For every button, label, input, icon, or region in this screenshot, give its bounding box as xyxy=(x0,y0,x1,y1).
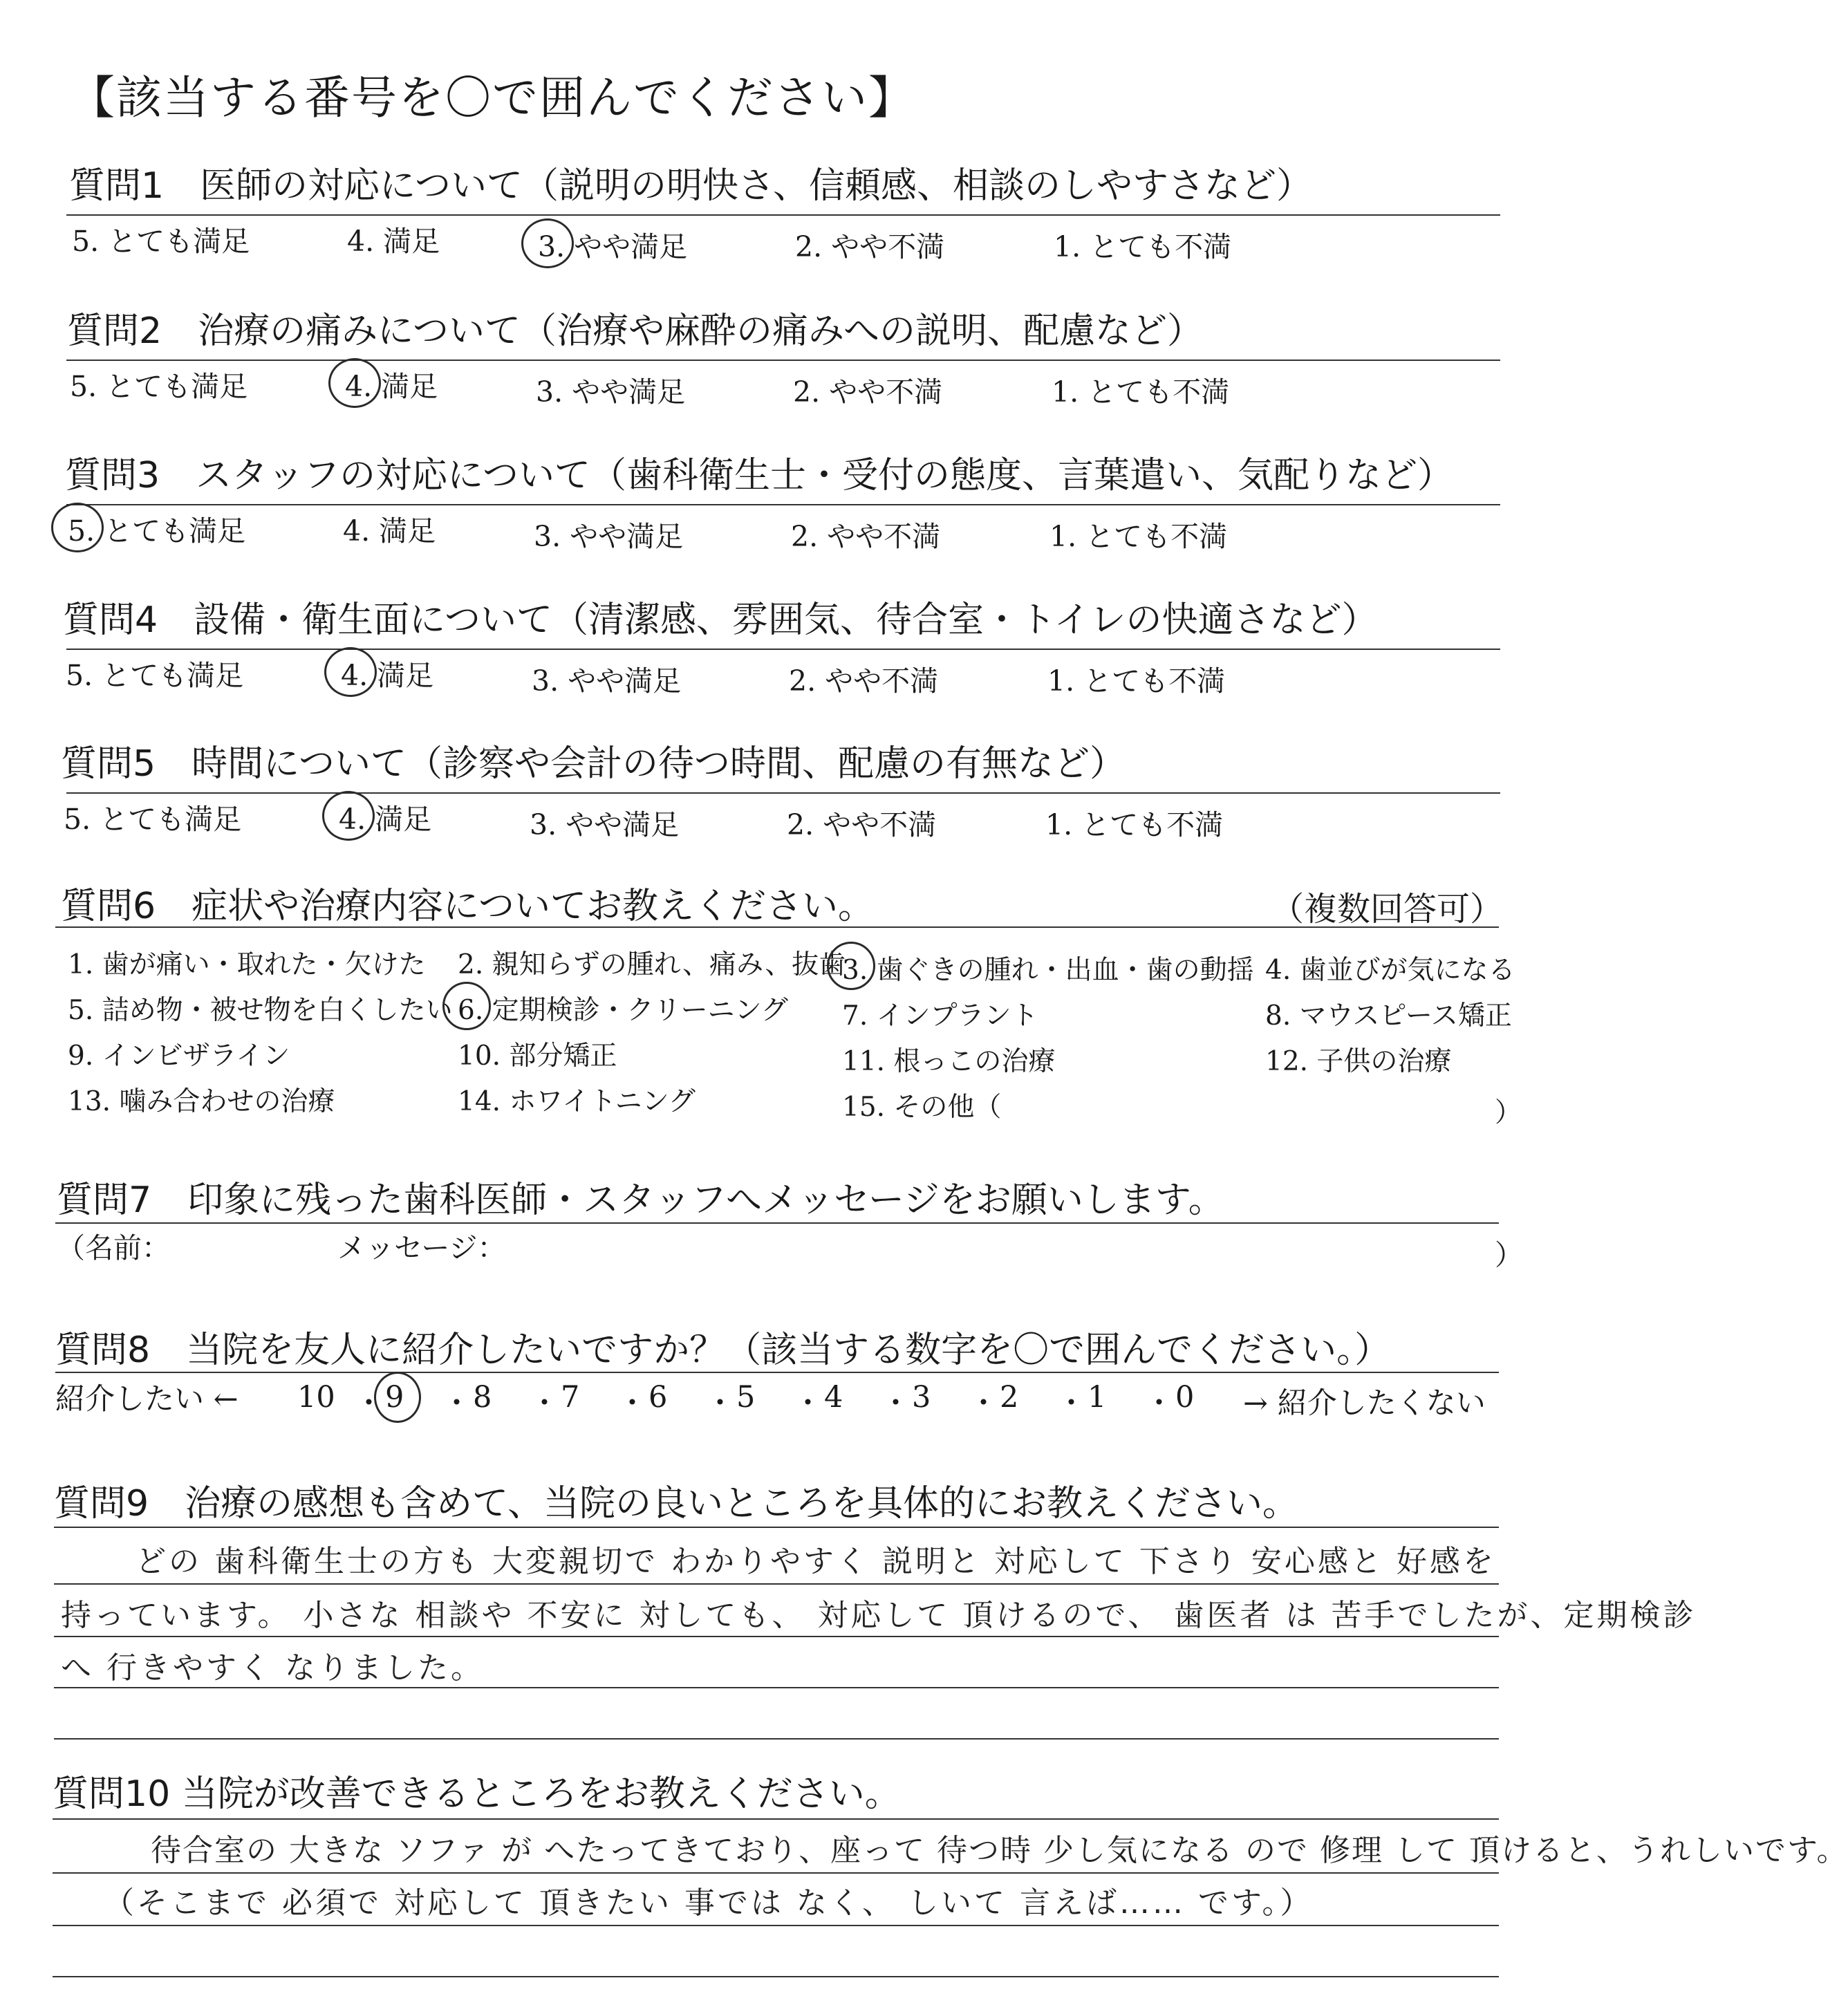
q4-rule xyxy=(66,649,1500,650)
q7-close: ） xyxy=(1495,1238,1523,1271)
q8-scale-6[interactable]: 6 xyxy=(648,1380,668,1415)
q8-title: 質問8 当院を友人に紹介したいですか？（該当する数字を〇で囲んでください。） xyxy=(55,1330,1391,1371)
page-header: 【該当する番号を〇で囲んでください】 xyxy=(69,71,915,124)
q8-scale-8[interactable]: 8 xyxy=(473,1380,492,1415)
q1-option-5[interactable]: 5. とても満足 xyxy=(72,225,250,258)
q2-option-1[interactable]: 1. とても不満 xyxy=(1052,375,1230,409)
q8-scale-2[interactable]: 2 xyxy=(1000,1380,1019,1415)
q10-rule-2 xyxy=(53,1925,1499,1926)
q8-scale-separator: ・ xyxy=(354,1386,384,1421)
q5-title: 質問5 時間について（診察や会計の待つ時間、配慮の有無など） xyxy=(61,743,1126,785)
q8-scale-10[interactable]: 10 xyxy=(297,1380,335,1415)
q8-scale-9[interactable]: 9 xyxy=(385,1380,404,1415)
q7-name-label: （名前： xyxy=(57,1231,170,1265)
q10-rule-0 xyxy=(53,1818,1499,1820)
q1-option-4[interactable]: 4. 満足 xyxy=(347,225,440,258)
q3-option-5[interactable]: 5. とても満足 xyxy=(68,514,246,548)
q8-scale-separator: ・ xyxy=(881,1386,911,1421)
q8-scale-0[interactable]: 0 xyxy=(1175,1380,1195,1415)
q9-answer-line-2: 持っています。 小さな 相談や 不安に 対しても、 対応して 頂けるので、 歯医者 は 苦手でしたが、定期検診 xyxy=(61,1598,1697,1633)
q4-option-3[interactable]: 3. やや満足 xyxy=(532,664,682,698)
q6-selected-circle-3 xyxy=(827,942,875,990)
q5-selected-circle xyxy=(322,791,375,841)
q2-selected-circle xyxy=(328,358,381,408)
q8-scale-separator: ・ xyxy=(617,1386,647,1421)
q6-option-15[interactable]: 15. その他（ xyxy=(842,1092,1002,1123)
q2-option-2[interactable]: 2. やや不満 xyxy=(793,375,943,409)
q6-note: （複数回答可） xyxy=(1271,890,1504,929)
q8-scale-3[interactable]: 3 xyxy=(912,1380,931,1415)
q6-option-3[interactable]: 3. 歯ぐきの腫れ・出血・歯の動揺 xyxy=(842,955,1254,986)
q8-scale-separator: ・ xyxy=(530,1386,559,1421)
q5-option-4[interactable]: 4. 満足 xyxy=(339,803,432,836)
q5-option-3[interactable]: 3. やや満足 xyxy=(530,808,680,841)
q3-option-3[interactable]: 3. やや満足 xyxy=(534,520,684,553)
q8-scale-1[interactable]: 1 xyxy=(1088,1380,1107,1415)
q10-rule-1 xyxy=(53,1872,1499,1874)
q2-title: 質問2 治療の痛みについて（治療や麻酔の痛みへの説明、配慮など） xyxy=(67,310,1204,352)
q3-rule xyxy=(66,504,1500,505)
q8-selected-circle xyxy=(374,1372,421,1423)
q8-scale-separator: ・ xyxy=(1056,1386,1086,1421)
q9-answer-line-1: どの 歯科衛生士の方も 大変親切で わかりやすく 説明と 対応して 下さり 安心感と 好感を xyxy=(136,1544,1496,1579)
q8-scale-4[interactable]: 4 xyxy=(824,1380,843,1415)
q6-option-12[interactable]: 12. 子供の治療 xyxy=(1265,1046,1452,1077)
q3-selected-circle xyxy=(51,503,104,552)
q6-option-2[interactable]: 2. 親知らずの腫れ、痛み、抜歯 xyxy=(458,949,846,980)
q6-option-7[interactable]: 7. インプラント xyxy=(842,1000,1038,1032)
q1-option-1[interactable]: 1. とても不満 xyxy=(1054,230,1232,263)
q6-option-4[interactable]: 4. 歯並びが気になる xyxy=(1265,955,1515,986)
q9-rule-3 xyxy=(54,1687,1499,1688)
q1-rule xyxy=(66,214,1500,216)
q8-scale-7[interactable]: 7 xyxy=(561,1380,580,1415)
q9-rule-0 xyxy=(54,1527,1499,1528)
q8-scale-separator: ・ xyxy=(442,1386,472,1421)
q2-option-4[interactable]: 4. 満足 xyxy=(345,370,438,403)
q9-rule-1 xyxy=(54,1583,1499,1585)
q3-title: 質問3 スタッフの対応について（歯科衛生士・受付の態度、言葉遣い、気配りなど） xyxy=(65,455,1454,496)
q10-answer-line-1: 待合室の 大きな ソファ が へたってきており、座って 待つ時 少し気になる ので 修理 して 頂けると、うれしいです。 xyxy=(151,1833,1848,1868)
q6-option-8[interactable]: 8. マウスピース矯正 xyxy=(1265,1000,1512,1032)
q8-left-label: 紹介したい ← xyxy=(55,1382,239,1417)
q6-option-13[interactable]: 13. 噛み合わせの治療 xyxy=(68,1086,335,1117)
q1-selected-circle xyxy=(521,218,574,268)
q8-rule xyxy=(55,1372,1499,1373)
q6-rule xyxy=(55,926,1499,928)
q6-option-6[interactable]: 6. 定期検診・クリーニング xyxy=(458,995,788,1026)
q2-rule xyxy=(66,360,1500,361)
q6-option-14[interactable]: 14. ホワイトニング xyxy=(458,1086,696,1117)
q3-option-2[interactable]: 2. やや不満 xyxy=(791,520,941,553)
q9-rule-2 xyxy=(54,1636,1499,1637)
q6-option-9[interactable]: 9. インビザライン xyxy=(68,1041,290,1072)
q1-option-2[interactable]: 2. やや不満 xyxy=(795,230,945,263)
q8-scale-separator: ・ xyxy=(1144,1386,1174,1421)
q6-option-5[interactable]: 5. 詰め物・被せ物を白くしたい xyxy=(68,995,453,1026)
q3-option-1[interactable]: 1. とても不満 xyxy=(1049,520,1228,553)
q9-answer-line-3: へ 行きやすく なりました。 xyxy=(61,1650,484,1686)
q5-option-5[interactable]: 5. とても満足 xyxy=(64,803,242,836)
q8-right-label: → 紹介したくない xyxy=(1243,1386,1486,1421)
q3-option-4[interactable]: 4. 満足 xyxy=(343,514,436,548)
q10-title: 質問10 当院が改善できるところをお教えください。 xyxy=(53,1773,901,1815)
q7-rule xyxy=(55,1222,1499,1224)
q9-title: 質問9 治療の感想も含めて、当院の良いところを具体的にお教えください。 xyxy=(54,1483,1299,1525)
q8-scale-separator: ・ xyxy=(705,1386,735,1421)
q6-other-close: ） xyxy=(1495,1097,1522,1128)
q1-title: 質問1 医師の対応について（説明の明快さ、信頼感、相談のしやすさなど） xyxy=(69,165,1312,207)
q6-selected-circle-6 xyxy=(442,982,491,1030)
q6-option-10[interactable]: 10. 部分矯正 xyxy=(458,1041,617,1072)
q7-title: 質問7 印象に残った歯科医師・スタッフへメッセージをお願いします。 xyxy=(57,1180,1224,1221)
q5-option-1[interactable]: 1. とても不満 xyxy=(1045,808,1224,841)
q4-title: 質問4 設備・衛生面について（清潔感、雰囲気、待合室・トイレの快適さなど） xyxy=(63,599,1378,641)
q2-option-3[interactable]: 3. やや満足 xyxy=(536,375,686,409)
q8-scale-5[interactable]: 5 xyxy=(736,1380,756,1415)
q4-option-1[interactable]: 1. とても不満 xyxy=(1047,664,1226,698)
q4-option-5[interactable]: 5. とても満足 xyxy=(66,659,244,692)
q6-title: 質問6 症状や治療内容についてお教えください。 xyxy=(61,886,875,927)
q7-message-label: メッセージ： xyxy=(337,1231,506,1265)
q5-option-2[interactable]: 2. やや不満 xyxy=(787,808,937,841)
q9-rule-4 xyxy=(54,1738,1499,1740)
q4-selected-circle xyxy=(324,647,377,697)
q8-scale-separator: ・ xyxy=(969,1386,998,1421)
q6-option-1[interactable]: 1. 歯が痛い・取れた・欠けた xyxy=(68,949,426,980)
q8-scale-separator: ・ xyxy=(793,1386,823,1421)
q10-rule-3 xyxy=(53,1976,1499,1977)
q5-rule xyxy=(66,792,1500,794)
q4-option-4[interactable]: 4. 満足 xyxy=(341,659,434,692)
q1-option-3[interactable]: 3. やや満足 xyxy=(538,230,688,263)
q2-option-5[interactable]: 5. とても満足 xyxy=(70,370,248,403)
q6-option-11[interactable]: 11. 根っこの治療 xyxy=(842,1046,1056,1077)
q4-option-2[interactable]: 2. やや不満 xyxy=(789,664,939,698)
q10-answer-line-2: （そこまで 必須で 対応して 頂きたい 事では なく、 しいて 言えば…… です。） xyxy=(104,1885,1314,1921)
